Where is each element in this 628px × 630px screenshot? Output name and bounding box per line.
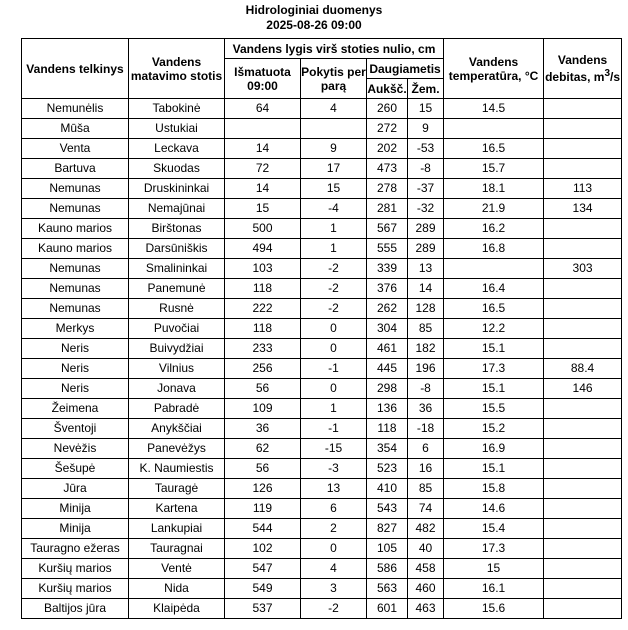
cell-station: Kartena xyxy=(129,499,225,519)
cell-low: -32 xyxy=(408,199,444,219)
cell-discharge xyxy=(544,219,622,239)
cell-water-body: Žeimena xyxy=(22,399,129,419)
cell-water-body: Minija xyxy=(22,519,129,539)
cell-change: 17 xyxy=(301,159,367,179)
cell-measured: 102 xyxy=(225,539,301,559)
cell-station: Druskininkai xyxy=(129,179,225,199)
cell-low: -8 xyxy=(408,159,444,179)
cell-discharge: 146 xyxy=(544,379,622,399)
cell-high: 105 xyxy=(367,539,408,559)
cell-change: 2 xyxy=(301,519,367,539)
cell-station: Anykščiai xyxy=(129,419,225,439)
cell-temperature: 14.5 xyxy=(444,99,544,119)
cell-temperature: 16.5 xyxy=(444,139,544,159)
cell-low: 196 xyxy=(408,359,444,379)
col-header-high: Aukšč. xyxy=(367,79,408,99)
table-row xyxy=(22,99,622,119)
cell-high: 473 xyxy=(367,159,408,179)
cell-water-body: Neris xyxy=(22,379,129,399)
col-header-measured: Išmatuota 09:00 xyxy=(225,59,301,99)
cell-change: 1 xyxy=(301,239,367,259)
cell-measured xyxy=(225,119,301,139)
cell-temperature: 15.7 xyxy=(444,159,544,179)
cell-water-body: Minija xyxy=(22,499,129,519)
table-row xyxy=(22,479,622,499)
page-title: Hidrologiniai duomenys xyxy=(245,3,383,17)
cell-high: 567 xyxy=(367,219,408,239)
cell-water-body: Nemunėlis xyxy=(22,99,129,119)
table-row xyxy=(22,499,622,519)
table-row xyxy=(22,539,622,559)
cell-change: 0 xyxy=(301,319,367,339)
cell-measured: 126 xyxy=(225,479,301,499)
cell-water-body: Nemunas xyxy=(22,179,129,199)
cell-low: 9 xyxy=(408,119,444,139)
cell-temperature: 15.1 xyxy=(444,379,544,399)
cell-high: 523 xyxy=(367,459,408,479)
cell-discharge xyxy=(544,399,622,419)
cell-temperature xyxy=(444,119,544,139)
cell-water-body: Tauragno ežeras xyxy=(22,539,129,559)
col-header-change: Pokytis per parą xyxy=(301,59,367,99)
cell-water-body: Jūra xyxy=(22,479,129,499)
cell-discharge: 134 xyxy=(544,199,622,219)
cell-station: Nida xyxy=(129,579,225,599)
cell-high: 260 xyxy=(367,99,408,119)
cell-measured: 549 xyxy=(225,579,301,599)
discharge-exponent: 3 xyxy=(604,68,610,79)
cell-change: -2 xyxy=(301,599,367,619)
cell-high: 586 xyxy=(367,559,408,579)
cell-temperature: 15.8 xyxy=(444,479,544,499)
cell-change xyxy=(301,119,367,139)
cell-discharge xyxy=(544,239,622,259)
cell-measured: 233 xyxy=(225,339,301,359)
cell-high: 136 xyxy=(367,399,408,419)
cell-measured: 15 xyxy=(225,199,301,219)
table-row xyxy=(22,459,622,479)
col-header-water-body: Vandens telkinys xyxy=(22,39,129,99)
cell-station: Ustukiai xyxy=(129,119,225,139)
table-row xyxy=(22,399,622,419)
cell-station: Birštonas xyxy=(129,219,225,239)
cell-high: 461 xyxy=(367,339,408,359)
cell-water-body: Nemunas xyxy=(22,279,129,299)
cell-water-body: Kuršių marios xyxy=(22,579,129,599)
cell-temperature: 16.8 xyxy=(444,239,544,259)
cell-low: 458 xyxy=(408,559,444,579)
cell-temperature: 15.5 xyxy=(444,399,544,419)
cell-change: -3 xyxy=(301,459,367,479)
cell-change: 1 xyxy=(301,399,367,419)
cell-station: Panevėžys xyxy=(129,439,225,459)
cell-low: 128 xyxy=(408,299,444,319)
cell-station: Leckava xyxy=(129,139,225,159)
cell-discharge xyxy=(544,539,622,559)
cell-measured: 544 xyxy=(225,519,301,539)
cell-low: 36 xyxy=(408,399,444,419)
cell-water-body: Kauno marios xyxy=(22,239,129,259)
cell-station: Darsūniškis xyxy=(129,239,225,259)
discharge-unit: /s xyxy=(610,70,621,84)
cell-discharge xyxy=(544,499,622,519)
cell-discharge: 303 xyxy=(544,259,622,279)
cell-water-body: Nemunas xyxy=(22,199,129,219)
cell-high: 118 xyxy=(367,419,408,439)
cell-high: 354 xyxy=(367,439,408,459)
table-row xyxy=(22,219,622,239)
col-header-station: Vandens matavimo stotis xyxy=(129,39,225,99)
cell-discharge xyxy=(544,459,622,479)
cell-temperature: 17.3 xyxy=(444,359,544,379)
cell-discharge xyxy=(544,519,622,539)
cell-water-body: Merkys xyxy=(22,319,129,339)
cell-low: -37 xyxy=(408,179,444,199)
cell-station: Tauragnai xyxy=(129,539,225,559)
cell-station: Tabokinė xyxy=(129,99,225,119)
cell-temperature: 15.1 xyxy=(444,459,544,479)
cell-change: 0 xyxy=(301,539,367,559)
report-date: 2025-08-26 09:00 xyxy=(266,18,362,32)
cell-high: 262 xyxy=(367,299,408,319)
table-row xyxy=(22,319,622,339)
cell-high: 563 xyxy=(367,579,408,599)
table-row xyxy=(22,139,622,159)
cell-temperature: 16.1 xyxy=(444,579,544,599)
table-row xyxy=(22,259,622,279)
col-header-long-term: Daugiametis xyxy=(367,59,444,79)
cell-station: Lankupiai xyxy=(129,519,225,539)
col-header-low: Žem. xyxy=(408,79,444,99)
cell-low: 182 xyxy=(408,339,444,359)
cell-change: 9 xyxy=(301,139,367,159)
table-row xyxy=(22,419,622,439)
cell-temperature: 16.2 xyxy=(444,219,544,239)
cell-measured: 103 xyxy=(225,259,301,279)
col-header-discharge xyxy=(544,39,622,99)
cell-discharge xyxy=(544,579,622,599)
cell-change: -4 xyxy=(301,199,367,219)
cell-low: 15 xyxy=(408,99,444,119)
table-body xyxy=(22,99,622,619)
cell-low: 85 xyxy=(408,479,444,499)
cell-high: 278 xyxy=(367,179,408,199)
cell-change: 4 xyxy=(301,559,367,579)
cell-discharge: 88.4 xyxy=(544,359,622,379)
cell-change: 13 xyxy=(301,479,367,499)
cell-high: 202 xyxy=(367,139,408,159)
cell-temperature: 17.3 xyxy=(444,539,544,559)
table-row xyxy=(22,279,622,299)
cell-low: 85 xyxy=(408,319,444,339)
cell-discharge xyxy=(544,279,622,299)
cell-low: 6 xyxy=(408,439,444,459)
table-row xyxy=(22,119,622,139)
cell-temperature: 14.6 xyxy=(444,499,544,519)
table-row xyxy=(22,199,622,219)
cell-water-body: Kuršių marios xyxy=(22,559,129,579)
cell-temperature: 16.9 xyxy=(444,439,544,459)
col-header-temperature: Vandens temperatūra, °C xyxy=(444,39,544,99)
cell-measured: 500 xyxy=(225,219,301,239)
page-header xyxy=(0,0,628,33)
table-row xyxy=(22,519,622,539)
cell-measured: 64 xyxy=(225,99,301,119)
cell-discharge xyxy=(544,599,622,619)
cell-temperature: 18.1 xyxy=(444,179,544,199)
cell-water-body: Neris xyxy=(22,339,129,359)
cell-high: 281 xyxy=(367,199,408,219)
cell-measured: 118 xyxy=(225,319,301,339)
cell-change: 0 xyxy=(301,379,367,399)
cell-station: Panemunė xyxy=(129,279,225,299)
cell-water-body: Nemunas xyxy=(22,259,129,279)
cell-low: -8 xyxy=(408,379,444,399)
cell-low: 40 xyxy=(408,539,444,559)
cell-low: 289 xyxy=(408,219,444,239)
cell-water-body: Neris xyxy=(22,359,129,379)
cell-measured: 56 xyxy=(225,379,301,399)
cell-low: -53 xyxy=(408,139,444,159)
cell-low: -18 xyxy=(408,419,444,439)
cell-discharge xyxy=(544,339,622,359)
cell-station: Ventė xyxy=(129,559,225,579)
cell-high: 272 xyxy=(367,119,408,139)
cell-measured: 547 xyxy=(225,559,301,579)
cell-change: 1 xyxy=(301,219,367,239)
cell-station: Smalininkai xyxy=(129,259,225,279)
cell-high: 376 xyxy=(367,279,408,299)
cell-change: -2 xyxy=(301,299,367,319)
cell-water-body: Šventoji xyxy=(22,419,129,439)
cell-low: 13 xyxy=(408,259,444,279)
cell-discharge: 113 xyxy=(544,179,622,199)
cell-measured: 14 xyxy=(225,179,301,199)
table-row xyxy=(22,579,622,599)
cell-station: K. Naumiestis xyxy=(129,459,225,479)
cell-discharge xyxy=(544,439,622,459)
table-row xyxy=(22,239,622,259)
cell-temperature: 16.4 xyxy=(444,279,544,299)
cell-measured: 256 xyxy=(225,359,301,379)
cell-discharge xyxy=(544,139,622,159)
cell-discharge xyxy=(544,419,622,439)
cell-discharge xyxy=(544,299,622,319)
cell-measured: 62 xyxy=(225,439,301,459)
cell-high: 339 xyxy=(367,259,408,279)
cell-temperature: 15.2 xyxy=(444,419,544,439)
cell-change: -15 xyxy=(301,439,367,459)
cell-measured: 109 xyxy=(225,399,301,419)
discharge-label: Vandens debitas, m xyxy=(545,53,608,84)
cell-station: Pabradė xyxy=(129,399,225,419)
table-row xyxy=(22,559,622,579)
cell-low: 16 xyxy=(408,459,444,479)
cell-temperature: 15.1 xyxy=(444,339,544,359)
cell-high: 445 xyxy=(367,359,408,379)
cell-station: Vilnius xyxy=(129,359,225,379)
cell-change: -1 xyxy=(301,359,367,379)
cell-discharge xyxy=(544,159,622,179)
cell-low: 14 xyxy=(408,279,444,299)
cell-change: -1 xyxy=(301,419,367,439)
table-row xyxy=(22,299,622,319)
cell-station: Klaipėda xyxy=(129,599,225,619)
cell-measured: 494 xyxy=(225,239,301,259)
cell-change: -2 xyxy=(301,259,367,279)
cell-change: 6 xyxy=(301,499,367,519)
cell-discharge xyxy=(544,479,622,499)
cell-discharge xyxy=(544,319,622,339)
table-row xyxy=(22,159,622,179)
table-row xyxy=(22,379,622,399)
cell-measured: 119 xyxy=(225,499,301,519)
cell-low: 460 xyxy=(408,579,444,599)
cell-water-body: Nemunas xyxy=(22,299,129,319)
cell-station: Jonava xyxy=(129,379,225,399)
cell-change: -2 xyxy=(301,279,367,299)
table-header xyxy=(22,39,622,99)
cell-high: 601 xyxy=(367,599,408,619)
cell-water-body: Nevėžis xyxy=(22,439,129,459)
cell-high: 410 xyxy=(367,479,408,499)
cell-temperature: 15.6 xyxy=(444,599,544,619)
cell-measured: 118 xyxy=(225,279,301,299)
cell-temperature: 15.4 xyxy=(444,519,544,539)
cell-measured: 72 xyxy=(225,159,301,179)
cell-change: 4 xyxy=(301,99,367,119)
cell-water-body: Venta xyxy=(22,139,129,159)
cell-water-body: Bartuva xyxy=(22,159,129,179)
cell-water-body: Kauno marios xyxy=(22,219,129,239)
table-row xyxy=(22,339,622,359)
cell-temperature xyxy=(444,259,544,279)
cell-change: 15 xyxy=(301,179,367,199)
cell-station: Tauragė xyxy=(129,479,225,499)
cell-high: 304 xyxy=(367,319,408,339)
table-row xyxy=(22,179,622,199)
cell-temperature: 16.5 xyxy=(444,299,544,319)
cell-discharge xyxy=(544,559,622,579)
cell-change: 3 xyxy=(301,579,367,599)
table-row xyxy=(22,359,622,379)
cell-measured: 56 xyxy=(225,459,301,479)
hydro-data-table xyxy=(21,38,622,619)
cell-temperature: 21.9 xyxy=(444,199,544,219)
cell-water-body: Šešupė xyxy=(22,459,129,479)
cell-low: 482 xyxy=(408,519,444,539)
cell-high: 298 xyxy=(367,379,408,399)
cell-water-body: Baltijos jūra xyxy=(22,599,129,619)
cell-low: 289 xyxy=(408,239,444,259)
cell-discharge xyxy=(544,99,622,119)
cell-high: 543 xyxy=(367,499,408,519)
cell-measured: 36 xyxy=(225,419,301,439)
cell-discharge xyxy=(544,119,622,139)
cell-temperature: 12.2 xyxy=(444,319,544,339)
cell-low: 463 xyxy=(408,599,444,619)
cell-station: Puvočiai xyxy=(129,319,225,339)
cell-station: Rusnė xyxy=(129,299,225,319)
cell-measured: 537 xyxy=(225,599,301,619)
cell-water-body: Mūša xyxy=(22,119,129,139)
cell-station: Skuodas xyxy=(129,159,225,179)
cell-low: 74 xyxy=(408,499,444,519)
cell-measured: 222 xyxy=(225,299,301,319)
cell-temperature: 15 xyxy=(444,559,544,579)
col-header-level-group: Vandens lygis virš stoties nulio, cm xyxy=(225,39,444,59)
table-row xyxy=(22,439,622,459)
cell-measured: 14 xyxy=(225,139,301,159)
cell-station: Nemajūnai xyxy=(129,199,225,219)
cell-station: Buivydžiai xyxy=(129,339,225,359)
table-row xyxy=(22,599,622,619)
cell-high: 555 xyxy=(367,239,408,259)
cell-change: 0 xyxy=(301,339,367,359)
cell-high: 827 xyxy=(367,519,408,539)
